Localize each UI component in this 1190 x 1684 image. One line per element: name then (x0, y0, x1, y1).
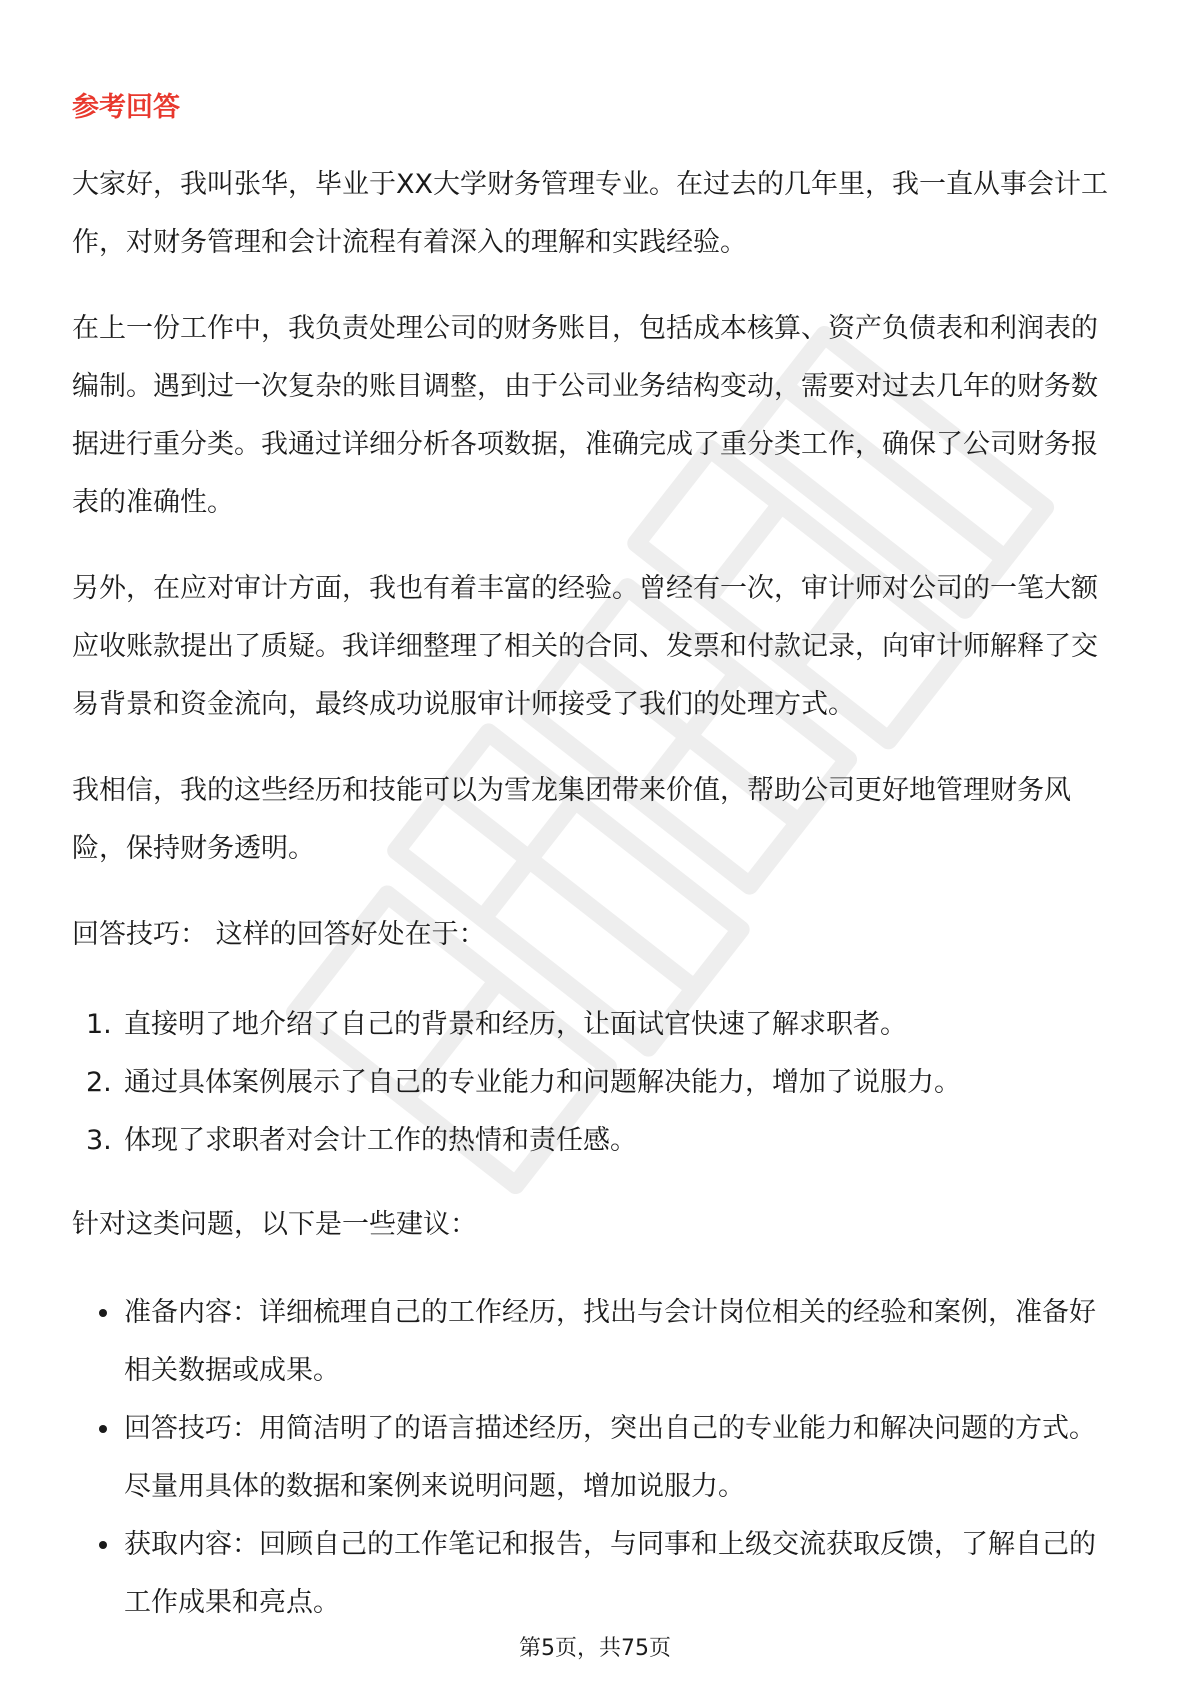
suggestions-intro: 针对这类问题，以下是一些建议： (72, 1209, 477, 1240)
list-number: 2. (86, 1067, 112, 1098)
list-item-text: 准备内容：详细梳理自己的工作经历，找出与会计岗位相关的经验和案例，准备好相关数据或成果。 (124, 1297, 1096, 1386)
list-item-text: 直接明了地介绍了自己的背景和经历，让面试官快速了解求职者。 (124, 1009, 907, 1040)
list-item (72, 1112, 1118, 1170)
intro-paragraph: 大家好，我叫张华，毕业于XX大学财务管理专业。在过去的几年里，我一直从事会计工作，对财务管理和会计流程有着深入的理解和实践经验。 (72, 169, 1108, 258)
tips-list (72, 996, 1118, 1170)
bullet-icon (99, 1425, 107, 1433)
bullet-icon (99, 1309, 107, 1317)
bullet-icon (99, 1541, 107, 1549)
list-item (72, 1284, 1118, 1400)
audit-paragraph: 另外，在应对审计方面，我也有着丰富的经验。曾经有一次，审计师对公司的一笔大额应收账款提出了质疑。我详细整理了相关的合同、发票和付款记录，向审计师解释了交易背景和资金流向，最终成功说服审计师接受了我们的处理方式。 (72, 573, 1098, 720)
suggestions-list (72, 1284, 1118, 1632)
experience-paragraph: 在上一份工作中，我负责处理公司的财务账目，包括成本核算、资产负债表和利润表的编制。遇到过一次复杂的账目调整，由于公司业务结构变动，需要对过去几年的财务数据进行重分类。我通过详细分析各项数据，准确完成了重分类工作，确保了公司财务报表的准确性。 (72, 313, 1098, 518)
list-item (72, 996, 1118, 1054)
tips-intro: 回答技巧： 这样的回答好处在于： (72, 919, 486, 950)
page-footer: 第5页，共75页 (519, 1636, 671, 1661)
list-item-text: 通过具体案例展示了自己的专业能力和问题解决能力，增加了说服力。 (124, 1067, 961, 1098)
list-item-text: 回答技巧：用简洁明了的语言描述经历，突出自己的专业能力和解决问题的方式。尽量用具体的数据和案例来说明问题，增加说服力。 (124, 1413, 1096, 1502)
closing-paragraph: 我相信，我的这些经历和技能可以为雪龙集团带来价值，帮助公司更好地管理财务风险，保持财务透明。 (72, 775, 1071, 864)
section-heading: 参考回答 (72, 92, 180, 123)
list-item (72, 1400, 1118, 1516)
list-item (72, 1054, 1118, 1112)
list-number: 3. (86, 1125, 112, 1156)
list-item-text: 获取内容：回顾自己的工作笔记和报告，与同事和上级交流获取反馈，了解自己的工作成果和亮点。 (124, 1529, 1096, 1618)
list-number: 1. (86, 1009, 112, 1040)
list-item (72, 1516, 1118, 1632)
list-item-text: 体现了求职者对会计工作的热情和责任感。 (124, 1125, 637, 1156)
